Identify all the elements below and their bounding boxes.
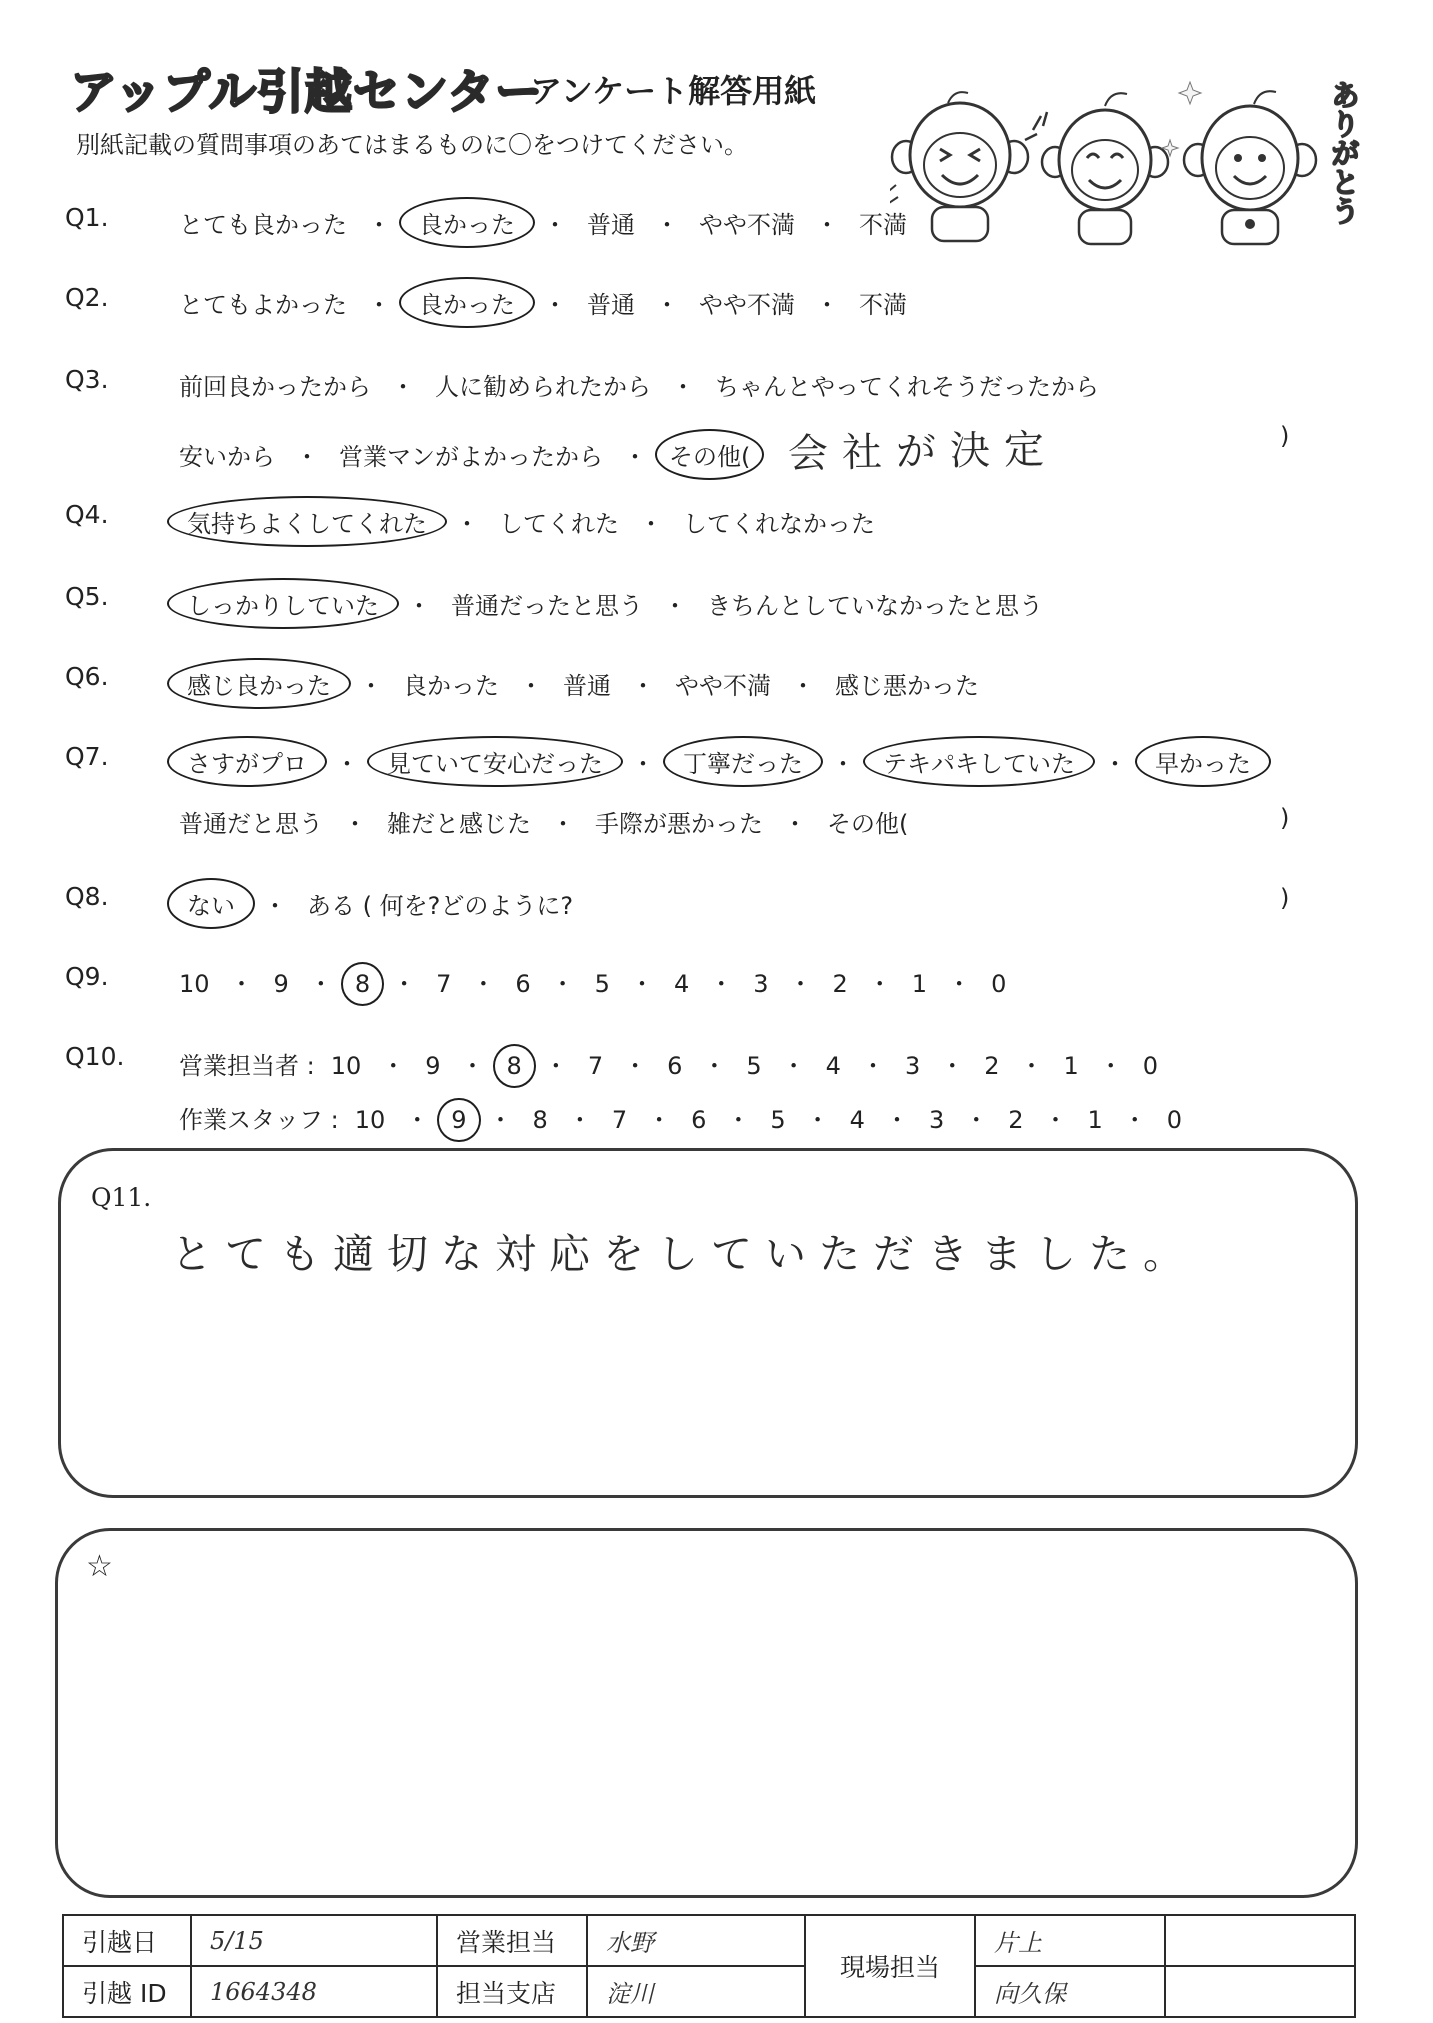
field-staff-value-2[interactable]: 向久保 — [975, 1966, 1165, 2017]
q8-option-2[interactable]: ある ( 何を?どのように? — [307, 892, 574, 920]
q10-sales-label: 営業担当者 : — [179, 1052, 315, 1080]
mascot-thanks-text: ありがとう — [1327, 80, 1361, 225]
monkey-mascots-illustration — [890, 70, 1360, 250]
q7-close-paren: ) — [1280, 804, 1290, 832]
move-date-label: 引越日 — [63, 1915, 191, 1966]
q6-option-2[interactable]: 良かった — [403, 672, 499, 700]
q3-options-line2: 安いから ・ 営業マンがよかったから ・ その他( 会社が決定 — [173, 420, 1058, 477]
monkey-mascot-middle — [1025, 93, 1168, 244]
q3-option-1[interactable]: 前回良かったから — [179, 373, 371, 401]
form-title: アンケート解答用紙 — [530, 72, 817, 110]
q9-score-7[interactable]: 7 — [436, 970, 452, 998]
q10-sales-score-9[interactable]: 9 — [425, 1052, 441, 1080]
q4-option-1-selected[interactable]: 気持ちよくしてくれた — [167, 496, 447, 547]
q10-staff-score-6[interactable]: 6 — [691, 1106, 707, 1134]
free-comment-box[interactable] — [55, 1528, 1358, 1898]
q10-staff-score-3[interactable]: 3 — [928, 1106, 945, 1134]
q2-option-2-selected[interactable]: 良かった — [399, 277, 535, 328]
q10-sales-score-4[interactable]: 4 — [825, 1052, 841, 1080]
q10-staff-score-9-selected[interactable]: 9 — [437, 1098, 480, 1142]
q2-option-3[interactable]: 普通 — [587, 291, 635, 319]
q10-staff-score-5[interactable]: 5 — [770, 1106, 786, 1134]
q10-staff-score-4[interactable]: 4 — [849, 1106, 865, 1134]
q3-other-handwritten-answer: 会社が決定 — [788, 426, 1059, 478]
move-id-label: 引越 ID — [63, 1966, 191, 2017]
q2-option-4[interactable]: やや不満 — [699, 291, 795, 319]
q8-options: ない ・ ある ( 何を?どのように? — [173, 884, 579, 923]
move-info-table — [62, 1914, 1356, 2018]
q10-staff-score-8[interactable]: 8 — [532, 1106, 548, 1134]
field-staff-empty-cell-1[interactable] — [1165, 1915, 1355, 1966]
q3-option-3[interactable]: ちゃんとやってくれそうだったから — [715, 373, 1099, 401]
q6-option-5[interactable]: 感じ悪かった — [835, 672, 979, 700]
q9-score-0[interactable]: 0 — [991, 970, 1007, 998]
q10-sales-score-10[interactable]: 10 — [330, 1052, 362, 1080]
q10-staff-score-0[interactable]: 0 — [1166, 1106, 1183, 1134]
q10-sales-score-7[interactable]: 7 — [587, 1052, 604, 1080]
q3-option-2[interactable]: 人に勧められたから — [435, 373, 651, 401]
q9-score-3[interactable]: 3 — [753, 970, 769, 998]
q10-staff-score-2[interactable]: 2 — [1008, 1106, 1024, 1134]
q4-label: Q4. — [65, 500, 109, 529]
q6-option-1-selected[interactable]: 感じ良かった — [167, 658, 351, 709]
q9-score-1[interactable]: 1 — [911, 970, 928, 998]
q1-option-5[interactable]: 不満 — [859, 211, 907, 239]
q3-option-5[interactable]: 営業マンがよかったから — [339, 443, 603, 471]
field-staff-label: 現場担当 — [805, 1915, 975, 2017]
q6-label: Q6. — [65, 662, 109, 691]
q7-option-5-selected[interactable]: 早かった — [1135, 736, 1271, 787]
q7-option-1-selected[interactable]: さすがプロ — [167, 736, 327, 787]
q3-close-paren: ) — [1280, 422, 1290, 450]
q7-option-2-selected[interactable]: 見ていて安心だった — [367, 736, 623, 787]
q10-staff-label: 作業スタッフ : — [179, 1106, 339, 1134]
q5-option-2[interactable]: 普通だったと思う — [451, 592, 643, 620]
q4-option-2[interactable]: してくれた — [499, 510, 619, 538]
q9-score-5[interactable]: 5 — [594, 970, 610, 998]
q10-sales-score-1[interactable]: 1 — [1063, 1052, 1079, 1080]
monkey-mascot-right — [1184, 91, 1316, 244]
q10-staff-score-10[interactable]: 10 — [354, 1106, 386, 1134]
sales-rep-label: 営業担当 — [437, 1915, 587, 1966]
q1-option-1[interactable]: とても良かった — [179, 211, 347, 239]
q10-staff-score-1[interactable]: 1 — [1087, 1106, 1103, 1134]
q7-option-3-selected[interactable]: 丁寧だった — [663, 736, 823, 787]
q2-options: とてもよかった ・ 良かった ・ 普通 ・ やや不満 ・ 不満 — [173, 283, 913, 322]
q8-close-paren: ) — [1280, 884, 1290, 912]
q4-options: 気持ちよくしてくれた ・ してくれた ・ してくれなかった — [173, 502, 881, 541]
q10-label: Q10. — [65, 1042, 125, 1071]
q10-sales-score-3[interactable]: 3 — [904, 1052, 921, 1080]
q7-option-other[interactable]: その他( — [827, 810, 909, 838]
q10-sales-score-6[interactable]: 6 — [667, 1052, 683, 1080]
q10-sales-score-8-selected[interactable]: 8 — [493, 1044, 536, 1088]
q6-option-3[interactable]: 普通 — [563, 672, 611, 700]
q8-label: Q8. — [65, 882, 109, 911]
q5-option-3[interactable]: きちんとしていなかったと思う — [707, 592, 1043, 620]
q6-options: 感じ良かった ・ 良かった ・ 普通 ・ やや不満 ・ 感じ悪かった — [173, 664, 985, 703]
branch-label: 担当支店 — [437, 1966, 587, 2017]
q8-option-1-selected[interactable]: ない — [167, 878, 255, 929]
q5-options: しっかりしていた ・ 普通だったと思う ・ きちんとしていなかったと思う — [173, 584, 1049, 623]
q2-option-1[interactable]: とてもよかった — [179, 291, 347, 319]
move-id-value[interactable]: 1664348 — [191, 1966, 437, 2017]
q11-handwritten-answer: とても適切な対応をしていただきました。 — [171, 1230, 1197, 1278]
q7-option-7[interactable]: 雑だと感じた — [387, 810, 531, 838]
q11-label: Q11. — [91, 1183, 152, 1212]
q2-label: Q2. — [65, 283, 109, 312]
q5-label: Q5. — [65, 582, 109, 611]
q9-score-4[interactable]: 4 — [673, 970, 690, 998]
q10-staff-score-7[interactable]: 7 — [611, 1106, 628, 1134]
q10-sales-score-2[interactable]: 2 — [984, 1052, 1000, 1080]
q9-score-9[interactable]: 9 — [273, 970, 289, 998]
q3-option-other-selected[interactable]: その他( — [655, 429, 764, 480]
field-staff-value-1[interactable]: 片上 — [975, 1915, 1165, 1966]
q9-score-2[interactable]: 2 — [832, 970, 848, 998]
q6-option-4[interactable]: やや不満 — [675, 672, 771, 700]
q7-option-6[interactable]: 普通だと思う — [179, 810, 323, 838]
brand-logo-text: アップル引越センター — [70, 65, 543, 120]
q7-options-line2: 普通だと思う ・ 雑だと感じた ・ 手際が悪かった ・ その他( — [173, 802, 914, 841]
q2-option-5[interactable]: 不満 — [859, 291, 907, 319]
q1-options: とても良かった ・ 良かった ・ 普通 ・ やや不満 ・ 不満 — [173, 203, 913, 242]
q1-label: Q1. — [65, 203, 109, 232]
star-icon: ☆ — [86, 1549, 113, 1584]
q7-option-8[interactable]: 手際が悪かった — [595, 810, 763, 838]
q5-option-1-selected[interactable]: しっかりしていた — [167, 578, 399, 629]
q10-sales-score-0[interactable]: 0 — [1142, 1052, 1159, 1080]
q9-scale: 10 ・ 9 ・ 8 ・ 7 ・ 6 ・ 5 ・ 4 ・ 3 ・ 2 ・ 1 ・ 0 — [173, 964, 1012, 1000]
sales-rep-value[interactable]: 水野 — [587, 1915, 805, 1966]
q3-options-line1: 前回良かったから ・ 人に勧められたから ・ ちゃんとやってくれそうだったから — [173, 365, 1105, 404]
q9-score-6[interactable]: 6 — [515, 970, 531, 998]
q9-score-10[interactable]: 10 — [179, 970, 210, 998]
q1-option-3[interactable]: 普通 — [587, 211, 635, 239]
q4-option-3[interactable]: してくれなかった — [683, 510, 875, 538]
field-staff-empty-cell-2[interactable] — [1165, 1966, 1355, 2017]
q10-sales-scale: 営業担当者 : 10 ・ 9 ・ 8 ・ 7 ・ 6 ・ 5 ・ 4 ・ 3 ・ 2 ・ 1 ・ 0 — [173, 1044, 1164, 1083]
move-date-value[interactable]: 5/15 — [191, 1915, 437, 1966]
instruction-text: 別紙記載の質問事項のあてはまるものに〇をつけてください。 — [76, 131, 748, 159]
q1-option-2-selected[interactable]: 良かった — [399, 197, 535, 248]
q10-staff-scale: 作業スタッフ : 10 ・ 9 ・ 8 ・ 7 ・ 6 ・ 5 ・ 4 ・ 3 ・ 2 ・ 1 ・ 0 — [173, 1098, 1188, 1137]
q7-label: Q7. — [65, 742, 109, 771]
q7-options-line1: さすがプロ ・ 見ていて安心だった ・ 丁寧だった ・ テキパキしていた ・ 早かった — [173, 744, 1265, 779]
q9-score-8-selected[interactable]: 8 — [341, 962, 384, 1006]
q11-comment-box[interactable] — [58, 1148, 1358, 1498]
q9-label: Q9. — [65, 962, 109, 991]
q3-option-4[interactable]: 安いから — [179, 443, 275, 471]
q7-option-4-selected[interactable]: テキパキしていた — [863, 736, 1095, 787]
q3-label: Q3. — [65, 365, 109, 394]
q10-sales-score-5[interactable]: 5 — [746, 1052, 762, 1080]
branch-value[interactable]: 淀川 — [587, 1966, 805, 2017]
q1-option-4[interactable]: やや不満 — [699, 211, 795, 239]
